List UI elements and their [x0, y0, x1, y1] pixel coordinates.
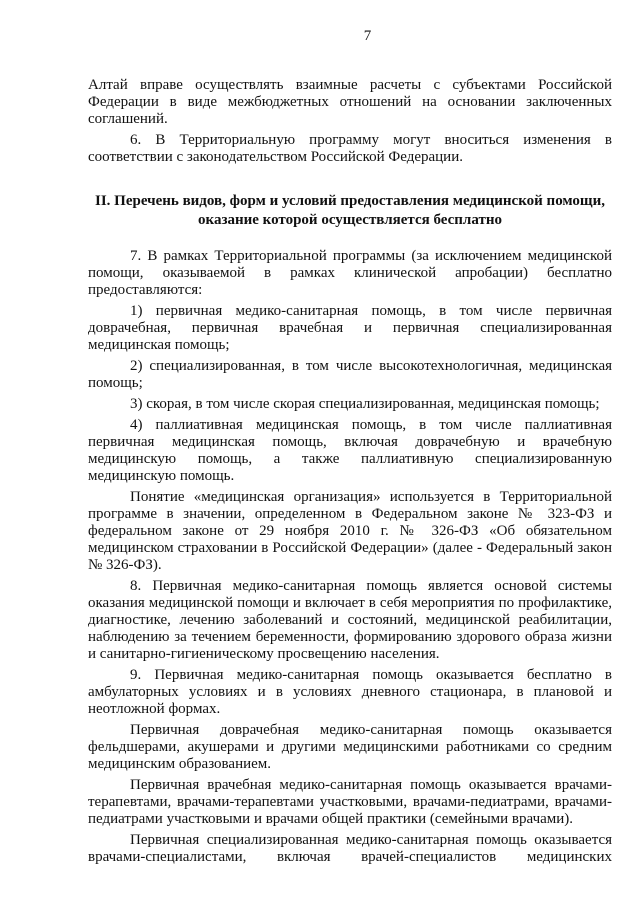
paragraph-physician-care: Первичная врачебная медико-санитарная помощь оказывается врачами-терапевтами, врачами-терапевтами участковыми, врачами-педиатрами, врачами-педиатрами участковыми и врачами общей практики (семейными врачами). — [88, 777, 612, 827]
list-item-3: 3) скорая, в том числе скорая специализированная, медицинская помощь; — [130, 396, 600, 412]
paragraph-specialized-care: Первичная специализированная медико-санитарная помощь оказывается врачами-специалистами, включая врачей-специалистов медицинских — [88, 832, 612, 865]
paragraph-item-6: 6. В Территориальную программу могут вноситься изменения в соответствии с законодательством Российской Федерации. — [88, 132, 612, 165]
section-heading — [88, 192, 612, 230]
paragraph-prehospital-care: Первичная доврачебная медико-санитарная помощь оказывается фельдшерами, акушерами и другими медицинскими работниками со средним медицинским образованием. — [88, 722, 612, 772]
document-page — [88, 28, 612, 866]
paragraph-item-8: 8. Первичная медико-санитарная помощь является основой системы оказания медицинской помощи и включает в себя мероприятия по профилактике, диагностике, лечению заболеваний и состояний, медицинской реабилитации, наблюдению за течением беременности, формированию здорового образа жизни и санитарно-гигиеническому просвещению населения. — [88, 578, 612, 662]
page-number: 7 — [363, 28, 372, 44]
paragraph-item-9: 9. Первичная медико-санитарная помощь оказывается бесплатно в амбулаторных условиях и в условиях дневного стационара, в плановой и неотложной формах. — [88, 667, 612, 717]
list-item-4: 4) паллиативная медицинская помощь, в том числе паллиативная первичная медицинская помощь, включая доврачебную и врачебную медицинскую помощь, а также паллиативную специализированную медицинскую помощь. — [88, 417, 612, 484]
list-item-1: 1) первичная медико-санитарная помощь, в том числе первичная доврачебная, первичная врачебная и первичная специализированная медицинская помощь; — [88, 303, 612, 353]
paragraph-item-7: 7. В рамках Территориальной программы (за исключением медицинской помощи, оказываемой в рамках клинической апробации) бесплатно предоставляются: — [88, 248, 612, 298]
paragraph-definition: Понятие «медицинская организация» используется в Территориальной программе в значении, определенном в Федеральном законе № 323-ФЗ и федеральном законе от 29 ноября 2010 г. № 326-ФЗ «Об обязательном медицинском страховании в Российской Федерации» (далее - Федеральный закон № 326-ФЗ). — [88, 489, 612, 573]
section-heading-line-1: II. Перечень видов, форм и условий предоставления медицинской помощи, — [95, 193, 605, 209]
list-item-2: 2) специализированная, в том числе высокотехнологичная, медицинская помощь; — [88, 358, 612, 391]
paragraph-continuation: Алтай вправе осуществлять взаимные расчеты с субъектами Российской Федерации в виде межбюджетных отношений на основании заключенных соглашений. — [88, 77, 612, 127]
section-heading-line-2: оказание которой осуществляется бесплатно — [198, 212, 502, 228]
